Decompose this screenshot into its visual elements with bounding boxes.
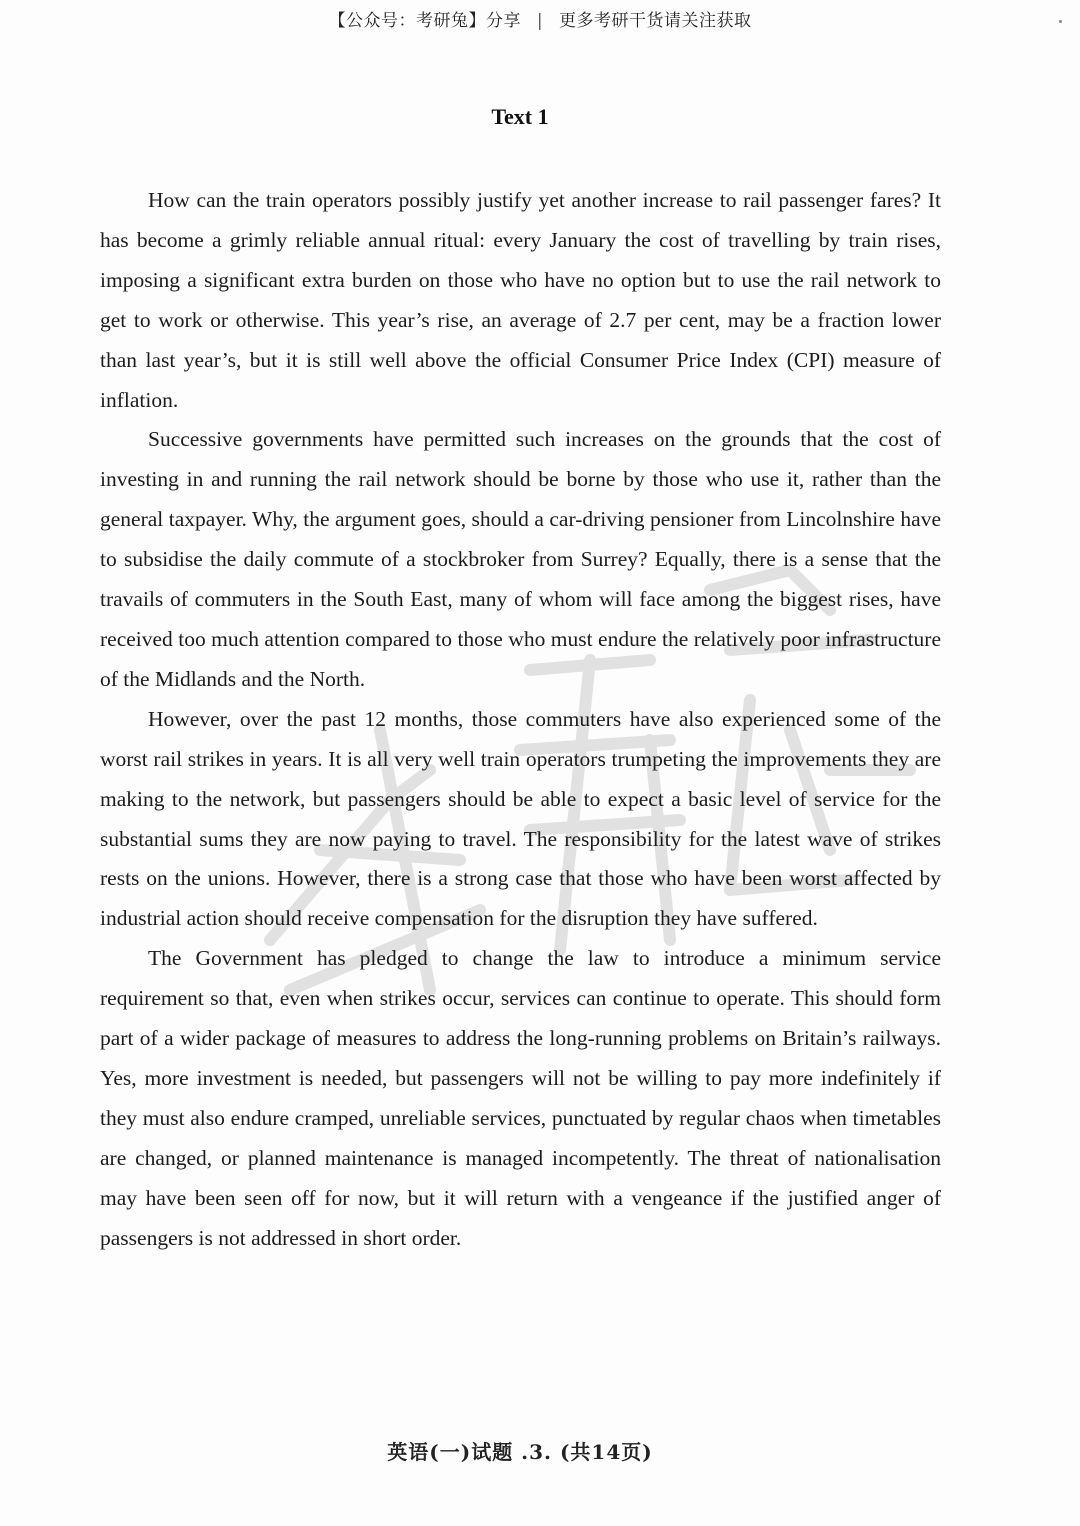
paragraph-3: However, over the past 12 months, those commuters have also experienced some of the worst rail strikes in years. It is all very well train operators trumpeting the improvements they are making to the network, but passengers should be able to expect a basic level of service for the substantial sums they are now paying to travel. The responsibility for the latest wave of strikes rests on the unions. However, there is a strong case that those who have been worst affected by industrial action should receive compensation for the disruption they have suffered.: [100, 706, 941, 931]
page-footer: 英语(一)试题 .3. (共14页): [387, 1440, 653, 1464]
paragraph-1: How can the train operators possibly justify yet another increase to rail passenger fares? It has become a grimly reliable annual ritual: every January the cost of travelling by train rises, imposing a significant extra burden on those who have no option but to use the rail network to get to work or otherwise. This year’s rise, an average of 2.7 per cent, may be a fraction lower than last year’s, but it is still well above the official Consumer Price Index (CPI) measure of inflation.: [100, 188, 941, 412]
paragraph-2: Successive governments have permitted such increases on the grounds that the cost of investing in and running the rail network should be borne by those who use it, rather than the general taxpayer. Why, the argument goes, should a car-driving pensioner from Lincolnshire have to subsidise the daily commute of a stockbroker from Surrey? Equally, there is a sense that the travails of commuters in the South East, many of whom will face among the biggest rises, have received too much attention compared to those who must endure the relatively poor infrastructure of the Midlands and the North.: [100, 427, 941, 691]
header-right-text: 更多考研干货请关注获取: [559, 11, 752, 31]
header-left-text: 【公众号：考研兔】分享: [328, 11, 521, 31]
paragraph-4: The Government has pledged to change the law to introduce a minimum service requirement so that, even when strikes occur, services can continue to operate. This should form part of a wider package of measures to address the long-running problems on Britain’s railways. Yes, more investment is needed, but passengers will not be willing to pay more indefinitely if they must also endure cramped, unreliable services, punctuated by regular chaos when timetables are changed, or planned maintenance is managed incompetently. The threat of nationalisation may have been seen off for now, but it will return with a vengeance if the justified anger of passengers is not addressed in short order.: [100, 946, 941, 1250]
passage-title: Text 1: [491, 104, 549, 129]
passage-body: [100, 181, 941, 1258]
scan-dot: [1059, 20, 1062, 23]
header-separator: |: [536, 11, 544, 31]
header-note: [0, 6, 1080, 31]
